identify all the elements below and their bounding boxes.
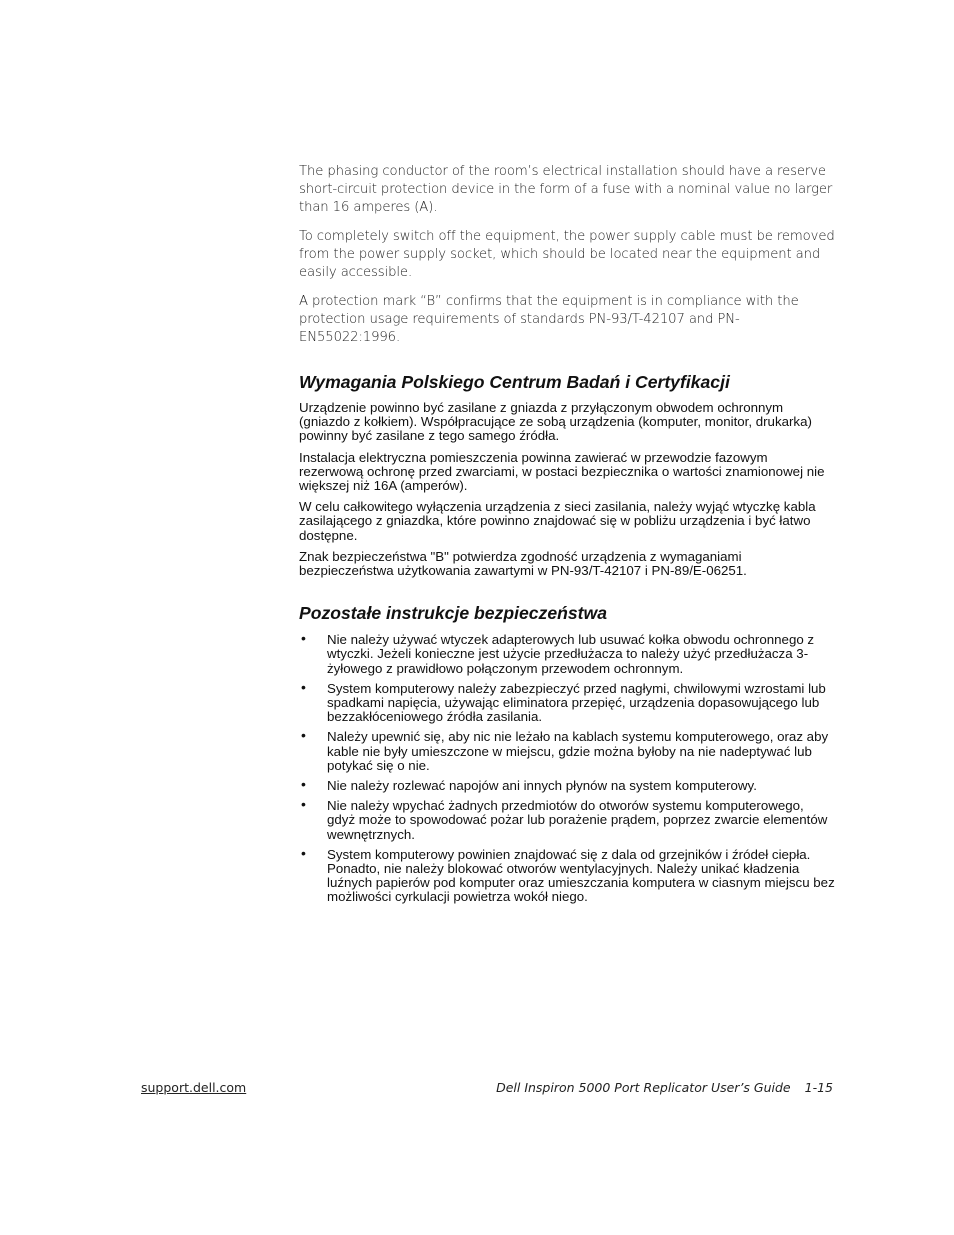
- list-item: [299, 678, 835, 725]
- section-heading-safety: Pozostałe instrukcje bezpieczeństwa: [299, 603, 607, 624]
- bullet-icon: •: [301, 796, 306, 813]
- page-number: 1-15: [804, 1080, 833, 1095]
- list-item: [299, 796, 835, 842]
- bullet-text: Nie należy używać wtyczek adapterowych lub usuwać kołka obwodu ochronnego z wtyczki. Jeżeli konieczne jest użycie przedłużacza to należy użyć przedłużacza 3-żyłowego z prawidłowo połączonym przewodem ochronnym.: [327, 632, 815, 676]
- bullet-text: System komputerowy należy zabezpieczyć przed nagłymi, chwilowymi wzrostami lub spadkami napięcia, używając eliminatora przepięć, urządzenia dopasowującego lub bezzakłóceniowego źródła zasilania.: [327, 680, 826, 725]
- support-link[interactable]: support.dell.com: [141, 1080, 247, 1095]
- polish-paragraph-3: W celu całkowitego wyłączenia urządzenia z sieci zasilania, należy wyjąć wtyczkę kabla zasilającego z gniazdka, które powinno znajdować się w pobliżu urządzenia i być łatwo dostępne.: [299, 499, 816, 543]
- list-item: [299, 630, 835, 676]
- bullet-icon: •: [301, 727, 306, 744]
- bullet-text: Nie należy wpychać żadnych przedmiotów do otworów systemu komputerowego, gdyż może to spowodować pożar lub porażenie prądem, poprzez zwarcie elementów wewnętrznych.: [327, 798, 828, 842]
- safety-bullet-list: [299, 630, 835, 905]
- polish-paragraph-1: Urządzenie powinno być zasilane z gniazda z przyłączonym obwodem ochronnym (gniazdo z kołkiem). Współpracujące ze sobą urządzenia (komputer, monitor, drukarka) powinny być zasilane z tego samego źródła.: [299, 400, 812, 444]
- bullet-text: Nie należy rozlewać napojów ani innych płynów na system komputerowy.: [327, 778, 757, 794]
- bullet-icon: •: [301, 630, 306, 647]
- polish-paragraph-4: Znak bezpieczeństwa "B" potwierdza zgodność urządzenia z wymaganiami bezpieczeństwa użytkowania zawartymi w PN-93/T-42107 i PN-89/E-06251.: [299, 548, 747, 579]
- bullet-text: Należy upewnić się, aby nic nie leżało na kablach systemu komputerowego, oraz aby kable nie były umieszczone w miejscu, gdzie można byłoby na nie nadeptywać lub potykać się o nie.: [327, 729, 829, 773]
- guide-title-text: Dell Inspiron 5000 Port Replicator User’s Guide: [496, 1080, 791, 1095]
- english-paragraph-1: The phasing conductor of the room’s electrical installation should have a reserve short-circuit protection device in the form of a fuse with a nominal value no larger than 16 amperes (A).: [299, 164, 833, 215]
- list-item: [299, 844, 835, 905]
- english-paragraph-2: To completely switch off the equipment, the power supply cable must be removed from the power supply socket, which should be located near the equipment and easily accessible.: [299, 229, 835, 280]
- list-item: [299, 727, 835, 773]
- section-heading-certification: Wymagania Polskiego Centrum Badań i Certyfikacji: [299, 372, 730, 392]
- footer-guide-title: [496, 1080, 833, 1095]
- polish-paragraph-2: Instalacja elektryczna pomieszczenia powinna zawierać w przewodzie fazowym rezerwową ochronę przed zwarciami, w postaci bezpiecznika o wartości znamionowej nie większej niż 16A (amperów).: [299, 449, 825, 494]
- bullet-icon: •: [301, 776, 306, 793]
- bullet-text: System komputerowy powinien znajdować się z dala od grzejników i źródeł ciepła. Ponadto, nie należy blokować otworów wentylacyjnych. Należy unikać kładzenia luźnych papierów pod komputer oraz umieszczania komputera w ciasnym miejscu bez możliwości cyrkulacji powietrza wokół niego.: [327, 846, 835, 905]
- bullet-icon: •: [301, 844, 306, 861]
- main-content: [299, 163, 835, 911]
- list-item: [299, 776, 835, 794]
- english-paragraph-3: A protection mark “B” confirms that the equipment is in compliance with the protection usage requirements of standards PN-93/T-42107 and PN-EN55022:1996.: [299, 294, 799, 345]
- bullet-icon: •: [301, 678, 306, 695]
